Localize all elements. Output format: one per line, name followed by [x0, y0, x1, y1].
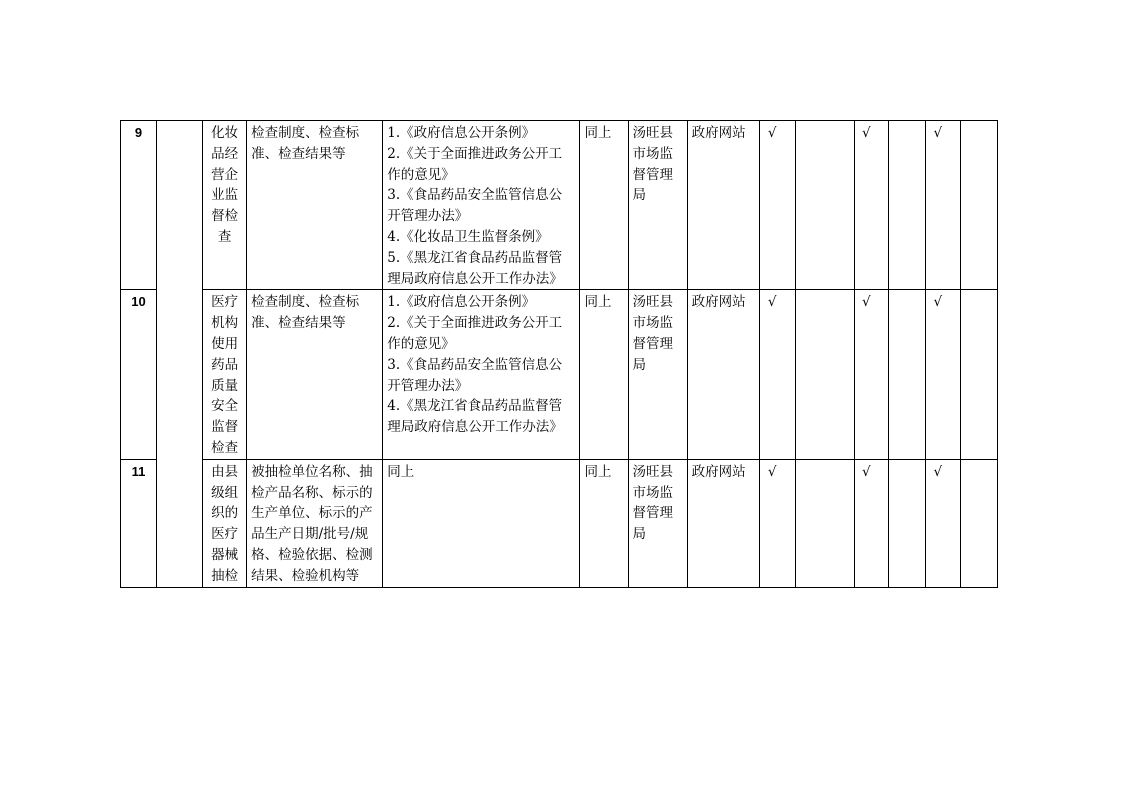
disclosure-basis: 1.《政府信息公开条例》 2.《关于全面推进政务公开工 作的意见》 3.《食品药品安全监管信息公 开管理办法》 4.《化妆品卫生监督条例》 5.《黑龙江省食品药品监督管 理局政府信息公开工作办法》 [383, 121, 580, 290]
table-row [121, 290, 998, 459]
check-cell: √ [759, 290, 795, 459]
disclosure-time: 同上 [580, 459, 628, 587]
check-cell: √ [759, 121, 795, 290]
disclosure-channel: 政府网站 [687, 459, 759, 587]
disclosure-content: 被抽检单位名称、抽检产品名称、标示的生产单位、标示的产品生产日期/批号/规格、检验依据、检测结果、检验机构等 [247, 459, 383, 587]
check-cell [960, 121, 997, 290]
row-number: 10 [121, 290, 157, 459]
disclosure-channel: 政府网站 [687, 290, 759, 459]
check-cell: √ [925, 459, 960, 587]
disclosure-subject: 汤旺县市场监督管理局 [628, 290, 687, 459]
item-name: 由县级组织的医疗器械抽检 [203, 459, 247, 587]
table-row [121, 121, 998, 290]
disclosure-basis: 1.《政府信息公开条例》 2.《关于全面推进政务公开工 作的意见》 3.《食品药品安全监管信息公 开管理办法》 4.《黑龙江省食品药品监督管 理局政府信息公开工作办法》 [383, 290, 580, 459]
row-number: 11 [121, 459, 157, 587]
disclosure-content: 检查制度、检查标准、检查结果等 [247, 121, 383, 290]
check-cell: √ [854, 290, 888, 459]
row-number: 9 [121, 121, 157, 290]
check-cell [795, 459, 854, 587]
check-cell [795, 290, 854, 459]
disclosure-content: 检查制度、检查标准、检查结果等 [247, 290, 383, 459]
check-cell: √ [854, 121, 888, 290]
check-cell [960, 290, 997, 459]
disclosure-time: 同上 [580, 121, 628, 290]
disclosure-channel: 政府网站 [687, 121, 759, 290]
check-cell [888, 121, 925, 290]
disclosure-time: 同上 [580, 290, 628, 459]
check-cell [888, 459, 925, 587]
table-row [121, 459, 998, 587]
check-cell: √ [759, 459, 795, 587]
disclosure-subject: 汤旺县市场监督管理局 [628, 459, 687, 587]
item-name: 医疗机构使用药品质量安全监督检查 [203, 290, 247, 459]
check-cell: √ [854, 459, 888, 587]
disclosure-subject: 汤旺县市场监督管理局 [628, 121, 687, 290]
check-cell [960, 459, 997, 587]
check-cell: √ [925, 121, 960, 290]
check-cell: √ [925, 290, 960, 459]
item-name: 化妆品经营企业监督检查 [203, 121, 247, 290]
disclosure-table [120, 120, 998, 588]
check-cell [795, 121, 854, 290]
category-cell [157, 121, 203, 588]
disclosure-basis: 同上 [383, 459, 580, 587]
check-cell [888, 290, 925, 459]
